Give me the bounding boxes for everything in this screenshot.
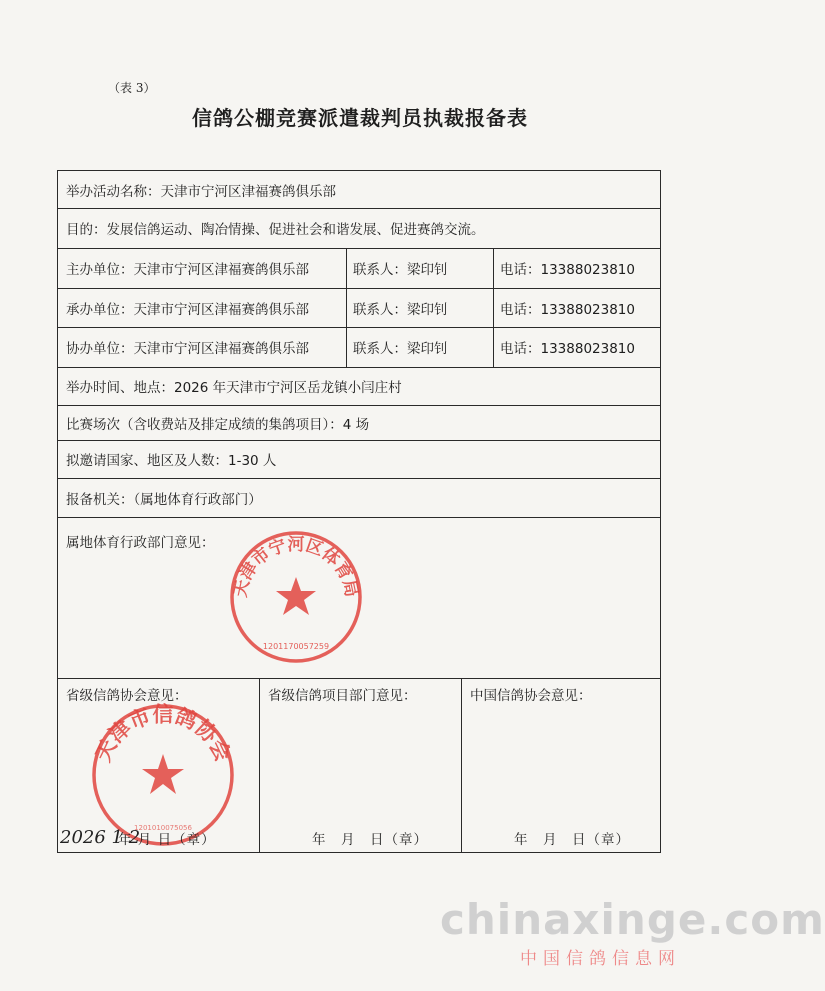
time-place-text: 举办时间、地点：2026 年天津市宁河区岳龙镇小闫庄村 [66,380,402,396]
co-organizer-contact-cell [346,327,448,367]
row-purpose [58,208,660,249]
co-organizer-unit: 协办单位：天津市宁河区津福赛鸽俱乐部 [66,341,309,357]
svg-text:1201170057259: 1201170057259 [262,642,330,651]
co-organizer-phone: 电话：13388023810 [500,341,635,357]
national-assoc-block [461,678,660,852]
organizer-contact: 联系人：梁印钊 [353,301,448,318]
organizer-contact-cell [346,288,448,327]
svg-text:天津市宁河区体育局: 天津市宁河区体育局 [230,534,362,599]
row-activity-name [58,171,660,209]
provincial-assoc-label: 省级信鸽协会意见： [66,688,188,704]
organizer-phone-cell [493,288,635,327]
filing-org-text: 报备机关：（属地体育行政部门） [66,491,262,508]
row-co-organizer [58,327,660,368]
provincial-dept-block [259,678,462,852]
row-organizer [58,288,660,328]
row-invited [58,440,660,479]
purpose-text: 目的：发展信鸽运动、陶冶情操、促进社会和谐发展、促进赛鸽交流。 [66,222,485,238]
provincial-dept-label: 省级信鸽项目部门意见： [268,688,417,704]
form-number-note: （表 3） [108,81,156,95]
row-filing-org [58,478,660,518]
co-organizer-phone-cell [493,327,635,367]
handwritten-date: 2026 1 2 [60,827,141,848]
host-contact: 联系人：梁印钊 [353,262,448,278]
watermark-brand: chinaxinge.com [440,895,825,944]
matches-text: 比赛场次（含收费站及排定成绩的集鸽项目）：4 场 [66,416,370,433]
svg-text:天津市信鸽协会: 天津市信鸽协会 [90,702,236,766]
activity-name-text: 举办活动名称：天津市宁河区津福赛鸽俱乐部 [66,183,336,200]
svg-text:1201010075056: 1201010075056 [134,824,192,832]
sports-bureau-seal [228,529,364,665]
filing-form [57,170,661,853]
local-opinion-label: 属地体育行政部门意见： [66,535,215,551]
host-phone: 电话：13388023810 [500,262,635,278]
watermark-subtitle: 中国信鸽信息网 [520,949,681,969]
national-assoc-label: 中国信鸽协会意见： [470,688,592,704]
co-organizer-contact: 联系人：梁印钊 [353,341,448,357]
provincial-assoc-date: 年 月 日（章） [118,832,216,848]
provincial-dept-date: 年 月 日（章） [312,832,428,848]
row-host [58,248,660,289]
row-time-place [58,367,660,406]
organizer-unit: 承办单位：天津市宁河区津福赛鸽俱乐部 [66,301,309,318]
host-phone-cell [493,248,635,288]
row-local-opinion [58,517,660,679]
host-unit: 主办单位：天津市宁河区津福赛鸽俱乐部 [66,262,309,278]
host-contact-cell [346,248,448,288]
organizer-phone: 电话：13388023810 [500,301,635,318]
provincial-assoc-block [58,678,259,852]
national-assoc-date: 年 月 日（章） [514,832,630,848]
row-matches [58,405,660,441]
document-title: 信鸽公棚竞赛派遣裁判员执裁报备表 [192,106,528,130]
invited-text: 拟邀请国家、地区及人数：1-30 人 [66,453,277,469]
